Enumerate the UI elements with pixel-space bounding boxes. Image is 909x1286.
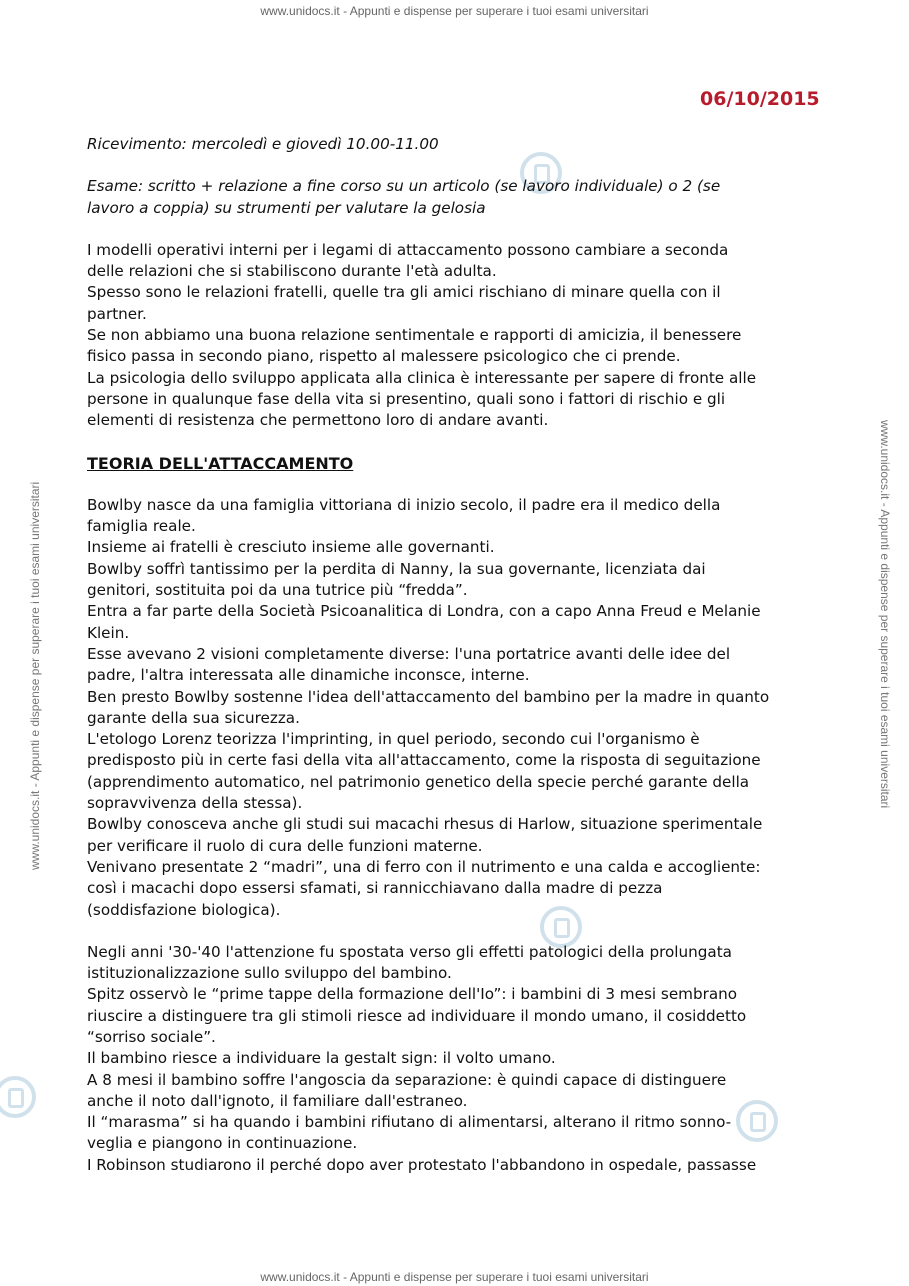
watermark-left: www.unidocs.it - Appunti e dispense per superare i tuoi esami universitari xyxy=(28,481,42,870)
watermark-logo-icon xyxy=(0,1076,36,1118)
text-line: Entra a far parte della Società Psicoanalitica di Londra, con a capo Anna Freud e Melanie xyxy=(87,602,761,621)
document-date: 06/10/2015 xyxy=(700,88,820,110)
text-line: famiglia reale. xyxy=(87,517,196,536)
text-line: “sorriso sociale”. xyxy=(87,1027,216,1046)
text-line: Il bambino riesce a individuare la gestalt sign: il volto umano. xyxy=(87,1049,556,1068)
text-line: delle relazioni che si stabiliscono durante l'età adulta. xyxy=(87,262,497,281)
text-line: partner. xyxy=(87,304,147,323)
text-line: predisposto più in certe fasi della vita all'attaccamento, come la risposta di seguitazione xyxy=(87,751,761,770)
watermark-top: www.unidocs.it - Appunti e dispense per superare i tuoi esami universitari xyxy=(260,4,649,18)
exam-info xyxy=(87,176,829,219)
text-line: così i macachi dopo essersi sfamati, si rannicchiavano dalla madre di pezza xyxy=(87,879,663,898)
text-line: Spesso sono le relazioni fratelli, quelle tra gli amici rischiano di minare quella con il xyxy=(87,283,721,302)
text-line: Se non abbiamo una buona relazione sentimentale e rapporti di amicizia, il benessere xyxy=(87,326,742,345)
text-line: L'etologo Lorenz teorizza l'imprinting, in quel periodo, secondo cui l'organismo è xyxy=(87,730,700,749)
text-line: La psicologia dello sviluppo applicata alla clinica è interessante per sapere di fronte alle xyxy=(87,368,757,387)
text-line: Venivano presentate 2 “madri”, una di ferro con il nutrimento e una calda e accogliente: xyxy=(87,857,761,876)
intro-paragraph xyxy=(87,240,829,432)
watermark-right: www.unidocs.it - Appunti e dispense per superare i tuoi esami universitari xyxy=(878,420,892,809)
text-line: Esse avevano 2 visioni completamente diverse: l'una portatrice avanti delle idee del xyxy=(87,644,731,663)
text-line: persone in qualunque fase della vita si presentino, quali sono i fattori di rischio e gli xyxy=(87,389,726,408)
text-line: genitori, sostituita poi da una tutrice più “fredda”. xyxy=(87,581,468,600)
text-line: A 8 mesi il bambino soffre l'angoscia da separazione: è quindi capace di distinguere xyxy=(87,1070,727,1089)
text-line: veglia e piangono in continuazione. xyxy=(87,1134,358,1153)
text-line: padre, l'altra interessata alle dinamiche inconsce, interne. xyxy=(87,666,530,685)
text-line: Il “marasma” si ha quando i bambini rifiutano di alimentarsi, alterano il ritmo sonno- xyxy=(87,1113,732,1132)
text-line: sopravvivenza della stessa). xyxy=(87,794,303,813)
text-line: Insieme ai fratelli è cresciuto insieme alle governanti. xyxy=(87,538,495,557)
text-line: elementi di resistenza che permettono loro di andare avanti. xyxy=(87,411,549,430)
text-line: fisico passa in secondo piano, rispetto al malessere psicologico che ci prende. xyxy=(87,347,681,366)
text-line: Spitz osservò le “prime tappe della formazione dell'Io”: i bambini di 3 mesi sembrano xyxy=(87,985,738,1004)
text-line: per verificare il ruolo di cura delle funzioni materne. xyxy=(87,836,483,855)
text-line: istituzionalizzazione sullo sviluppo del bambino. xyxy=(87,964,452,983)
text-line: Bowlby conosceva anche gli studi sui macachi rhesus di Harlow, situazione sperimentale xyxy=(87,815,763,834)
text-line: Klein. xyxy=(87,623,130,642)
text-line: riuscire a distinguere tra gli stimoli riesce ad individuare il mondo umano, il cosiddetto xyxy=(87,1006,747,1025)
text-line: Esame: scritto + relazione a fine corso su un articolo (se lavoro individuale) o 2 (se xyxy=(87,177,721,196)
text-line: anche il noto dall'ignoto, il familiare dall'estraneo. xyxy=(87,1091,468,1110)
text-line: Bowlby nasce da una famiglia vittoriana di inizio secolo, il padre era il medico della xyxy=(87,495,721,514)
section-heading: TEORIA DELL'ATTACCAMENTO xyxy=(87,453,354,473)
text-line: Bowlby soffrì tantissimo per la perdita di Nanny, la sua governante, licenziata dai xyxy=(87,559,706,578)
section-institutionalization xyxy=(87,942,829,1176)
reception-hours: Ricevimento: mercoledì e giovedì 10.00-11.00 xyxy=(87,135,439,153)
text-line: lavoro a coppia) su strumenti per valutare la gelosia xyxy=(87,198,486,217)
text-line: (soddisfazione biologica). xyxy=(87,900,281,919)
watermark-bottom: www.unidocs.it - Appunti e dispense per superare i tuoi esami universitari xyxy=(260,1270,649,1284)
text-line: I Robinson studiarono il perché dopo aver protestato l'abbandono in ospedale, passasse xyxy=(87,1155,757,1174)
text-line: (apprendimento automatico, nel patrimonio genetico della specie perché garante della xyxy=(87,772,750,791)
text-line: Negli anni '30-'40 l'attenzione fu spostata verso gli effetti patologici della prolungata xyxy=(87,942,732,961)
text-line: garante della sua sicurezza. xyxy=(87,708,300,727)
document-body xyxy=(87,134,829,1176)
section-attachment-theory xyxy=(87,495,829,921)
text-line: Ben presto Bowlby sostenne l'idea dell'attaccamento del bambino per la madre in quanto xyxy=(87,687,770,706)
text-line: I modelli operativi interni per i legami di attaccamento possono cambiare a seconda xyxy=(87,240,729,259)
